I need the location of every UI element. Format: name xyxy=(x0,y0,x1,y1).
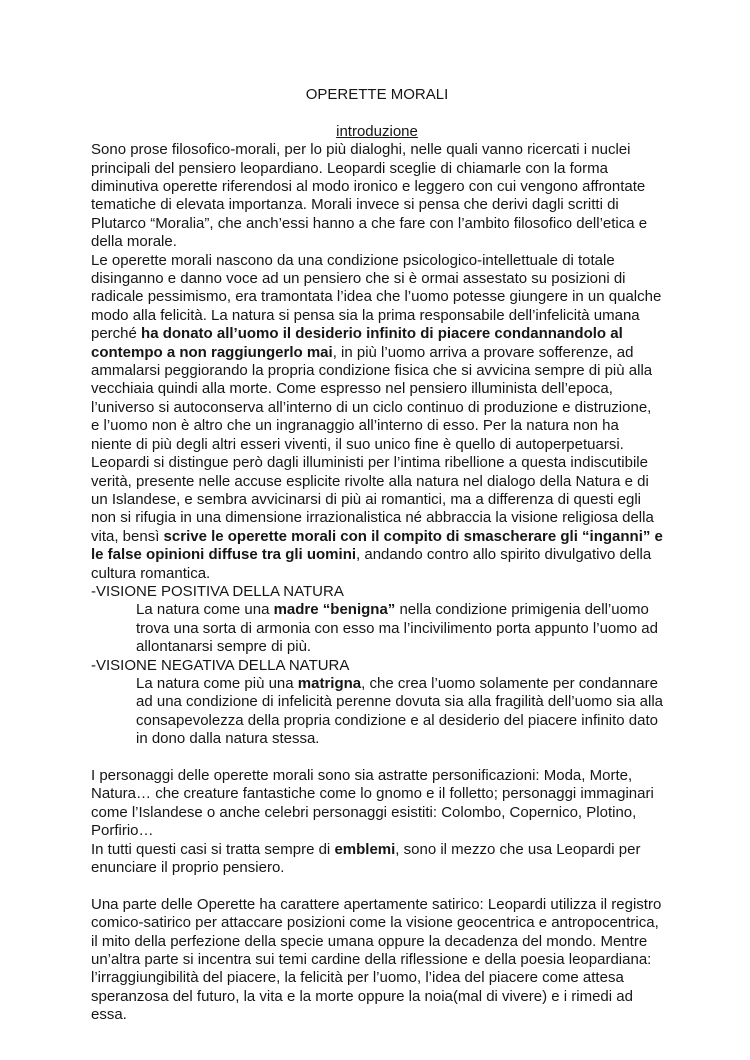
heading-visione-negativa xyxy=(91,657,663,675)
text-run: -VISIONE NEGATIVA DELLA NATURA xyxy=(91,656,350,674)
document-body xyxy=(91,141,663,1024)
bold-text-run: madre “benigna” xyxy=(273,601,396,619)
paragraph-intro-2 xyxy=(91,252,663,583)
text-run: -VISIONE POSITIVA DELLA NATURA xyxy=(91,582,344,600)
text-run: , sono il mezzo che usa Leopardi per enunciare il proprio pensiero. xyxy=(91,840,641,877)
text-run: La natura come una xyxy=(136,601,274,619)
paragraph-visione-positiva xyxy=(136,601,663,656)
section-heading-text: introduzione xyxy=(336,122,418,140)
blank-line xyxy=(91,104,663,122)
bold-text-run: matrigna xyxy=(297,674,362,692)
text-run: Le operette morali nascono da una condizione psicologico-intellettuale di totale disinganno e danno voce ad un pensiero che si è ormai assestato su posizioni di radicale pessimismo, era tramontata l’idea che l’uomo potesse giungere in un qualche modo alla felicità. La natura si pensa sia la prima responsabile dell’infelicità umana perché xyxy=(91,251,662,343)
bold-text-run: scrive le operette morali con il compito di smascherare gli “inganni” e le false opinioni diffuse tra gli uomini xyxy=(91,527,663,564)
blank-line xyxy=(91,877,663,895)
bold-text-run: emblemi xyxy=(334,840,396,858)
paragraph-visione-negativa xyxy=(136,675,663,749)
text-run: , che crea l’uomo solamente per condannare ad una condizione di infelicità perenne dovuta sia alla fragilità dell’uomo sia alla consapevolezza della propria condizione e al desiderio del piacere infinito dato in dono dalla natura stessa. xyxy=(136,674,663,748)
heading-visione-positiva xyxy=(91,583,663,601)
text-run: La natura come più una xyxy=(136,674,298,692)
document-content xyxy=(91,86,663,1025)
text-run: , in più l’uomo arriva a provare sofferenze, ad ammalarsi peggiorando la propria condizione fisica che si avvicina sempre di più alla vecchiaia quindi alla morte. Come espresso nel pensiero illuminista dell’epoca, l’universo si autoconserva all’interno di un ciclo continuo di produzione e distruzione, e l’uomo non è altro che un ingranaggio all’interno di esso. Per la natura non ha niente di più degli altri esseri viventi, il suo unico fine è quello di autoperpetuarsi. Leopardi si distingue però dagli illuministi per l’intima ribellione a questa indiscutibile verità, presente nelle accuse esplicite rivolte alla natura nel dialogo della Natura e di un Islandese, e sembra avvicinarsi di più ai romantici, ma a differenza di questi egli non si rifugia in una dimensione irrazionalistica né abbraccia la visione religiosa della vita, bensì xyxy=(91,343,654,545)
text-run: nella condizione primigenia dell’uomo trova una sorta di armonia con esso ma l’incivilimento porta appunto l’uomo ad allontanarsi sempre di più. xyxy=(136,601,658,656)
paragraph-emblemi xyxy=(91,841,663,878)
paragraph-personaggi xyxy=(91,767,663,841)
document-title: OPERETTE MORALI xyxy=(305,86,449,103)
paragraph-intro-1 xyxy=(91,141,663,251)
text-run: In tutti questi casi si tratta sempre di xyxy=(91,840,335,858)
text-run: I personaggi delle operette morali sono sia astratte personificazioni: Moda, Morte, Natura… che creature fantastiche come lo gnomo e il folletto; personaggi immaginari come l’Islandese o anche celebri personaggi esistiti: Colombo, Copernico, Plotino, Porfirio… xyxy=(91,767,654,840)
blank-line xyxy=(91,749,663,767)
text-run: , andando contro allo spirito divulgativo della cultura romantica. xyxy=(91,546,652,582)
paragraph-satira xyxy=(91,896,663,1025)
text-run: Una parte delle Operette ha carattere apertamente satirico: Leopardi utilizza il registro comico-satirico per attaccare posizioni come la visione geocentrica e antropocentrica, il mito della perfezione della specie umana oppure la decadenza del mondo. Mentre un’altra parte si incentra sui temi cardine della riflessione e della poesia leopardiana: l’irraggiungibilità del piacere, la felicità per l’uomo, l’idea del piacere come attesa speranzosa del futuro, la vita e la morte oppure la noia(mal di vivere) e i rimedi ad essa. xyxy=(91,895,662,1024)
bold-text-run: ha donato all’uomo il desiderio infinito di piacere condannandolo al contempo a non raggiungerlo mai xyxy=(91,325,623,361)
section-heading xyxy=(91,123,663,141)
text-run: Sono prose filosofico-morali, per lo più dialoghi, nelle quali vanno ricercati i nuclei principali del pensiero leopardiano. Leopardi sceglie di chiamarle con la forma diminutiva operette riferendosi al modo ironico e leggero con cui vengono affrontate tematiche di elevata importanza. Morali invece si pensa che derivi dagli scritti di Plutarco “Moralia”, che anch’essi hanno a che fare con l’ambito filosofico dell’etica e della morale. xyxy=(91,141,648,251)
